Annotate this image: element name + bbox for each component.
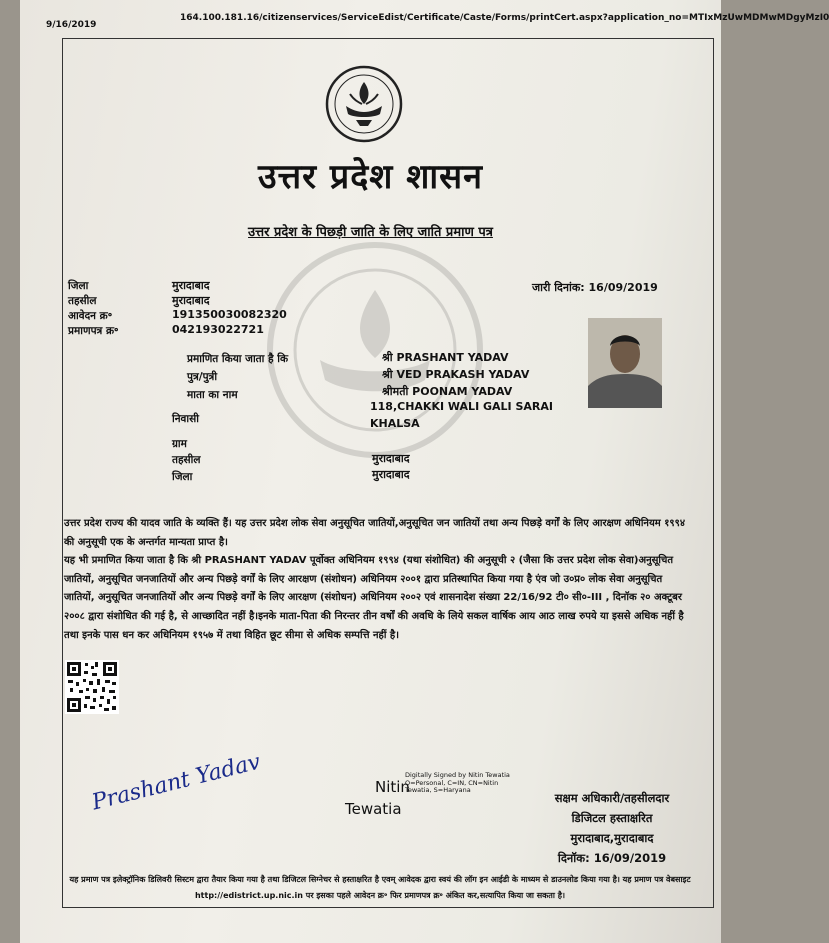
parent-label: पुत्र/पुत्री [187, 371, 218, 383]
address-line-2: KHALSA [370, 417, 420, 430]
tehsil2-label: तहसील [172, 454, 201, 466]
tehsil-label: तहसील [68, 295, 97, 307]
applicant-photo [588, 318, 662, 408]
digital-signer-first-name: Nitin [375, 778, 410, 796]
authority-digital-signed: डिजिटल हस्ताक्षरित [571, 811, 653, 825]
verification-footer: यह प्रमाण पत्र इलेक्ट्रॉनिक डिलिवरी सिस्टम द्वारा तैयार किया गया है तथा डिजिटल सिग्नेचर से हस्ताक्षरित है एवम् आवेदक द्वारा स्वयं की लॉग इन आईडी के माध्यम से डाउनलोड किया गया है। यह प्रमाण पत्र वेबसाइट http://edistrict.up.nic.in पर इसका पहले आवेदन क्र॰ फिर प्रमाणपत्र क्र॰ अंकित कर,सत्यापित किया जा सकता है। [69, 875, 691, 900]
document-page [20, 0, 829, 943]
issue-date: जारी दिनांक: 16/09/2019 [532, 281, 658, 294]
resident-label: निवासी [172, 413, 199, 425]
certify-label: प्रमाणित किया जाता है कि [187, 353, 289, 365]
tehsil2-value: मुरादाबाद [372, 452, 410, 465]
body-paragraph-2: यह भी प्रमाणित किया जाता है कि श्री PRASHANT YADAV पूर्वोक्त अधिनियम १९९४ (यथा संशोधित) की अनुसूची २ (जैसा कि उत्तर प्रदेश लोक सेवा)अनुसूचित जातियों, अनुसूचित जनजातियों और अन्य पिछड़े वर्गों के लिए आरक्षण (संशोधन) अधिनियम २००१ द्वारा प्रतिस्थापित किया गया है एंव जो उ०प्र० लोक सेवा अनुसूचित जातियों, अनुसूचित जनजातियों और अन्य पिछड़े वर्गों के लिए आरक्षण (संशोधन) अधिनियम २००२ एवं शासनादेश संख्या 22/16/92 टी० सी०-III , दिनॉक २० अक्टूबर २००८ द्वारा संशोधित की गई है, से आच्छादित नहीं है।इनके माता-पिता की निरन्तर तीन वर्षों की अवधि के लिये सकल वार्षिक आय आठ लाख रुपये या इससे अधिक नहीं है तथा इनके पास धन कर अधिनियम १९५७ में तथा विहित छूट सीमा से अधिक सम्पत्ति नहीं है। [64, 555, 684, 641]
village-label: ग्राम [172, 438, 187, 450]
district2-label: जिला [172, 471, 193, 483]
qr-code-icon [65, 660, 119, 714]
authority-date: दिनॉक: 16/09/2019 [557, 851, 667, 865]
application-number: 191350030082320 [172, 308, 287, 321]
certificate-body [64, 515, 692, 645]
father-name: श्री VED PRAKASH YADAV [382, 368, 530, 381]
certificate-number-label: प्रमाणपत्र क्र॰ [68, 325, 119, 337]
issuing-authority [532, 788, 692, 868]
district-label: जिला [68, 280, 89, 292]
authority-location: मुरादाबाद,मुरादाबाद [570, 831, 654, 845]
authority-title: सक्षम अधिकारी/तहसीलदार [554, 791, 670, 805]
certificate-number: 042193022721 [172, 323, 264, 336]
district-value: मुरादाबाद [172, 279, 210, 292]
page-title: उत्तर प्रदेश शासन [257, 157, 483, 197]
digital-signature-details: Digitally Signed by Nitin Tewatia O=Personal, C=IN, CN=Nitin Tewatia, S=Haryana [405, 771, 510, 794]
print-header [20, 0, 829, 40]
print-date: 9/16/2019 [46, 20, 97, 30]
applicant-signature: Prashant Yadav [89, 749, 264, 816]
applicant-name: श्री PRASHANT YADAV [382, 351, 509, 364]
up-government-emblem-icon [324, 64, 404, 144]
mother-label: माता का नाम [187, 389, 238, 401]
tehsil-value: मुरादाबाद [172, 294, 210, 307]
print-url: 164.100.181.16/citizenservices/ServiceEdist/Certificate/Caste/Forms/printCert.aspx?application_no=MTIxMzUwMDMwMDgyMzI0 [180, 13, 829, 23]
address-line-1: 118,CHAKKI WALI GALI SARAI [370, 400, 553, 413]
digital-signer-last-name: Tewatia [345, 800, 402, 818]
certificate-subtitle: उत्तर प्रदेश के पिछड़ी जाति के लिए जाति प्रमाण पत्र [248, 225, 493, 240]
district2-value: मुरादाबाद [372, 468, 410, 481]
body-paragraph-1: उत्तर प्रदेश राज्य की यादव जाति के व्यक्ति हैं। यह उत्तर प्रदेश लोक सेवा अनुसूचित जातियों,अनुसूचित जन जातियों तथा अन्य पिछड़े वर्गों के लिए आरक्षण अधिनियम १९९४ की अनुसूची एक के अन्तर्गत मान्यता प्राप्त है। [64, 518, 686, 548]
application-label: आवेदन क्र॰ [68, 310, 113, 322]
mother-name: श्रीमती POONAM YADAV [382, 385, 513, 398]
